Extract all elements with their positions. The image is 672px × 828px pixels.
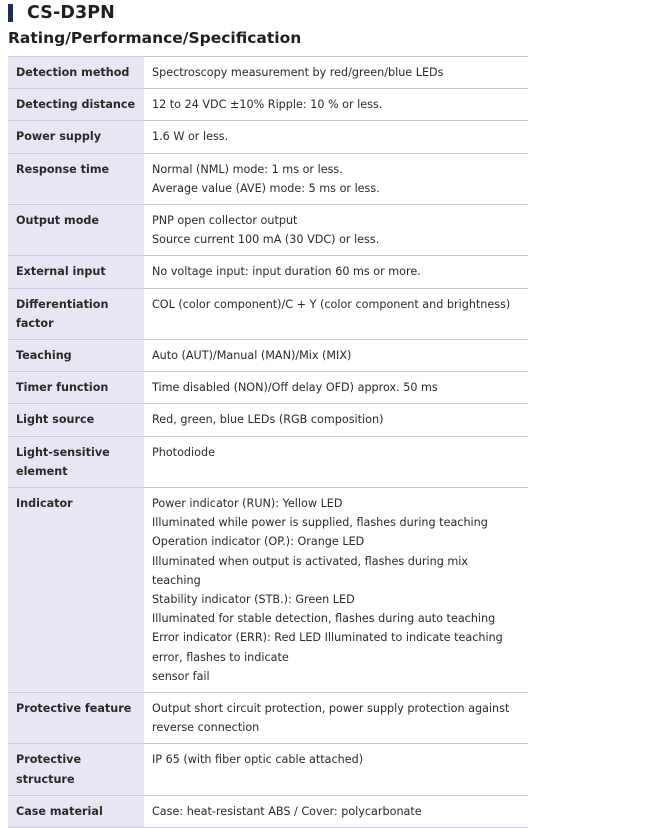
spec-row: [8, 57, 528, 89]
spec-label: External input: [8, 256, 144, 288]
spec-value-line: 1.6 W or less.: [152, 130, 229, 144]
spec-row: [8, 795, 528, 827]
spec-label: Output mode: [8, 205, 144, 256]
spec-table: [8, 56, 528, 828]
spec-value-line: Illuminated while power is supplied, flashes during teaching: [152, 516, 488, 530]
spec-value-line: sensor fail: [152, 669, 210, 683]
spec-value-line: Illuminated for stable detection, flashes during auto teaching: [152, 612, 496, 626]
spec-label: Light-sensitive element: [8, 436, 144, 487]
spec-value: [144, 436, 528, 487]
spec-value-line: No voltage input: input duration 60 ms or more.: [152, 265, 421, 279]
spec-value-line: Time disabled (NON)/Off delay OFD) approx. 50 ms: [152, 381, 438, 395]
spec-value-line: Case: heat-resistant ABS / Cover: polycarbonate: [152, 804, 422, 818]
spec-label: Timer function: [8, 372, 144, 404]
spec-row: [8, 121, 528, 153]
spec-row: [8, 288, 528, 339]
spec-row: [8, 205, 528, 256]
spec-value-line: 12 to 24 VDC ±10% Ripple: 10 % or less.: [152, 98, 383, 112]
spec-value-line: Source current 100 mA (30 VDC) or less.: [152, 233, 380, 247]
spec-label: Protective structure: [8, 744, 144, 795]
spec-value: [144, 89, 528, 121]
spec-value-line: PNP open collector output: [152, 214, 298, 228]
spec-value: [144, 256, 528, 288]
spec-value-line: Auto (AUT)/Manual (MAN)/Mix (MIX): [152, 349, 352, 363]
spec-value: [144, 372, 528, 404]
spec-value-line: Photodiode: [152, 445, 215, 459]
spec-value-line: Output short circuit protection, power supply protection against reverse connection: [152, 702, 510, 735]
spec-row: [8, 404, 528, 436]
spec-value-line: Spectroscopy measurement by red/green/blue LEDs: [152, 66, 444, 79]
spec-row: [8, 256, 528, 288]
spec-label: Light source: [8, 404, 144, 436]
spec-label: Response time: [8, 153, 144, 204]
spec-value: [144, 153, 528, 204]
spec-value: [144, 340, 528, 372]
spec-label: Detecting distance: [8, 89, 144, 121]
spec-row: [8, 744, 528, 795]
spec-label: Differentiation factor: [8, 288, 144, 339]
spec-row: [8, 372, 528, 404]
spec-label: Detection method: [8, 57, 144, 89]
spec-value-line: Operation indicator (OP.): Orange LED: [152, 535, 365, 549]
section-heading: Rating/Performance/Specification: [8, 29, 302, 47]
title-accent-bar: [8, 4, 13, 22]
spec-value-line: Red, green, blue LEDs (RGB composition): [152, 413, 384, 427]
spec-value-line: Power indicator (RUN): Yellow LED: [152, 497, 343, 511]
spec-value: [144, 57, 528, 89]
spec-label: Teaching: [8, 340, 144, 372]
page-header: [8, 3, 115, 23]
spec-value: [144, 404, 528, 436]
spec-row: [8, 153, 528, 204]
spec-value-line: COL (color component)/C + Y (color component and brightness): [152, 297, 511, 311]
spec-label: Case material: [8, 795, 144, 827]
spec-value-line: Stability indicator (STB.): Green LED: [152, 593, 355, 607]
spec-value: [144, 795, 528, 827]
spec-value-line: Normal (NML) mode: 1 ms or less.: [152, 162, 343, 176]
spec-value: [144, 744, 528, 795]
spec-value-line: Illuminated when output is activated, flashes during mix teaching: [152, 554, 469, 587]
spec-label: Indicator: [8, 488, 144, 693]
spec-value: [144, 488, 528, 693]
spec-value: [144, 121, 528, 153]
spec-value-line: IP 65 (with fiber optic cable attached): [152, 753, 364, 767]
spec-row: [8, 693, 528, 744]
spec-value: [144, 288, 528, 339]
spec-row: [8, 436, 528, 487]
spec-value-line: Average value (AVE) mode: 5 ms or less.: [152, 181, 380, 195]
spec-value: [144, 693, 528, 744]
spec-row: [8, 340, 528, 372]
spec-label: Protective feature: [8, 693, 144, 744]
spec-label: Power supply: [8, 121, 144, 153]
spec-value-line: Error indicator (ERR): Red LED Illuminated to indicate teaching error, flashes to indicate: [152, 631, 503, 664]
spec-row: [8, 488, 528, 693]
spec-row: [8, 89, 528, 121]
spec-value: [144, 205, 528, 256]
page-title: CS-D3PN: [27, 3, 115, 23]
spec-table-body: [8, 57, 528, 828]
